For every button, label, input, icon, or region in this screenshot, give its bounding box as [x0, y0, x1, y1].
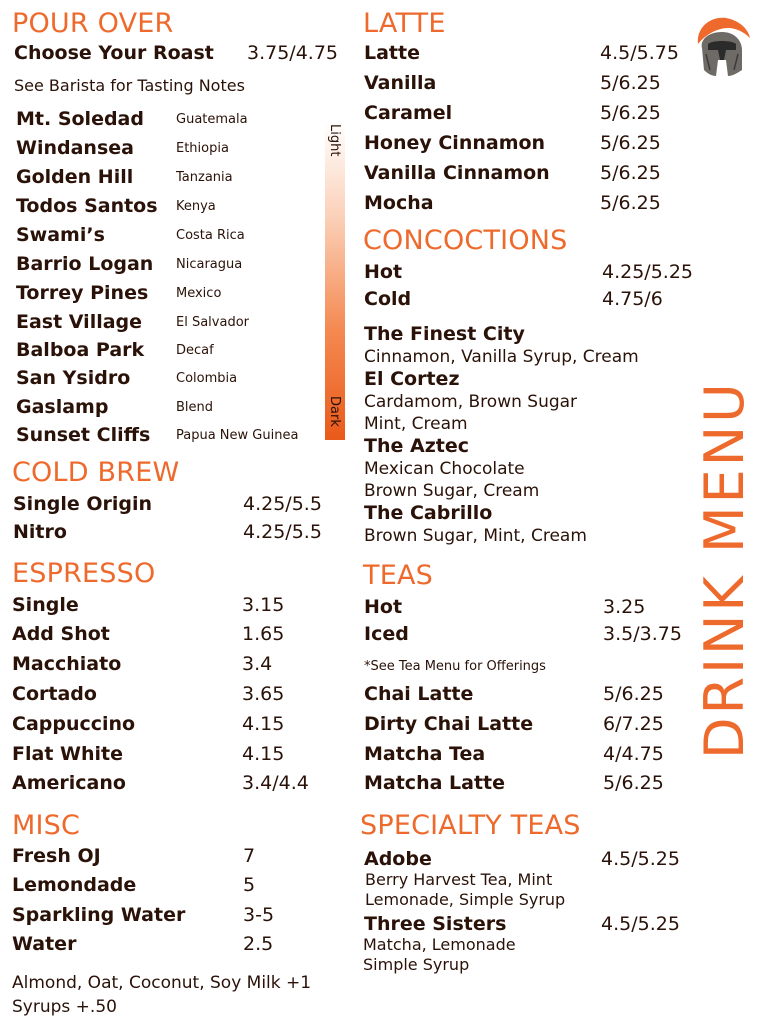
item-name: Cold: [364, 288, 412, 310]
roast-scale-bar: [325, 122, 345, 440]
menu-item: [12, 933, 342, 961]
pour-over-heading: POUR OVER: [12, 8, 174, 39]
item-price: 3.4: [242, 653, 273, 675]
spartan-helmet-icon: [692, 14, 752, 80]
menu-item: [12, 874, 342, 902]
item-name: Cortado: [12, 683, 97, 705]
item-price: 4.15: [242, 713, 285, 735]
scale-light-label: Light: [327, 124, 342, 157]
menu-item: [364, 743, 694, 771]
item-price: 5: [243, 874, 256, 896]
item-price: 5/6.25: [600, 72, 661, 94]
item-price: 3.25: [603, 596, 646, 618]
special-name: El Cortez: [364, 368, 460, 390]
item-name: Macchiato: [12, 653, 122, 675]
roast-origin: Costa Rica: [176, 228, 245, 243]
menu-item: [364, 683, 694, 711]
item-name: Iced: [364, 623, 409, 645]
roast-name: San Ysidro: [16, 367, 131, 389]
item-name: Hot: [364, 596, 403, 618]
item-name: Americano: [12, 772, 126, 794]
item-name: Caramel: [364, 102, 453, 124]
item-name: Vanilla Cinnamon: [364, 162, 550, 184]
menu-item: [364, 288, 694, 316]
roast-name: Golden Hill: [16, 166, 134, 188]
choose-roast-label: Choose Your Roast: [14, 42, 214, 64]
menu-item: [364, 713, 694, 741]
special-desc: Mint, Cream: [364, 414, 468, 434]
roast-origin: Tanzania: [176, 170, 233, 185]
item-price: 5/6.25: [600, 192, 661, 214]
item-name: Single: [12, 594, 79, 616]
menu-item: [364, 772, 694, 800]
special-name: The Aztec: [364, 435, 469, 457]
scale-dark-label: Dark: [327, 396, 342, 427]
drink-menu-title: DRINK MENU: [693, 380, 756, 760]
roast-name: Barrio Logan: [16, 253, 154, 275]
item-name: Nitro: [13, 521, 67, 543]
menu-item: [13, 493, 343, 521]
roast-origin: Decaf: [176, 343, 214, 358]
item-name: Lemondade: [12, 874, 137, 896]
special-desc: Brown Sugar, Mint, Cream: [364, 526, 587, 546]
item-price: 5/6.25: [600, 132, 661, 154]
item-price: 4.5/5.25: [601, 913, 680, 935]
roast-name: East Village: [16, 311, 143, 333]
roast-name: Sunset Cliffs: [16, 424, 151, 446]
item-price: 4/4.75: [603, 743, 664, 765]
menu-item: [12, 653, 342, 681]
item-price: 1.65: [242, 623, 285, 645]
item-price: 4.15: [242, 743, 285, 765]
item-price: 5/6.25: [603, 772, 664, 794]
item-price: 4.25/5.5: [243, 493, 322, 515]
menu-item: [12, 623, 342, 651]
misc-heading: MISC: [12, 810, 81, 841]
item-name: Matcha Latte: [364, 772, 506, 794]
item-price: 7: [243, 845, 256, 867]
specialty-desc: Matcha, Lemonade: [363, 935, 516, 954]
menu-item: [364, 261, 694, 289]
syrup-addon-note: Syrups +.50: [12, 997, 117, 1017]
menu-item: [364, 596, 694, 624]
item-price: 4.25/5.25: [602, 261, 694, 283]
item-name: Honey Cinnamon: [364, 132, 546, 154]
menu-item: [12, 904, 342, 932]
tasting-notes-note: See Barista for Tasting Notes: [14, 76, 245, 95]
menu-item: [364, 72, 694, 100]
menu-item: [12, 683, 342, 711]
roast-origin: Papua New Guinea: [176, 428, 299, 443]
choose-roast-price: 3.75/4.75: [247, 42, 339, 64]
menu-item: [364, 623, 694, 651]
roast-origin: Nicaragua: [176, 257, 243, 272]
item-price: 3-5: [243, 904, 275, 926]
item-name: Fresh OJ: [12, 845, 101, 867]
menu-item: [364, 162, 694, 190]
roast-origin: Kenya: [176, 199, 216, 214]
item-name: Sparkling Water: [12, 904, 186, 926]
special-desc: Cardamom, Brown Sugar: [364, 392, 578, 412]
item-name: Latte: [364, 42, 420, 64]
milk-addon-note: Almond, Oat, Coconut, Soy Milk +1: [12, 973, 312, 993]
roast-origin: Ethiopia: [176, 141, 229, 156]
roast-name: Mt. Soledad: [16, 108, 144, 130]
item-price: 4.25/5.5: [243, 521, 322, 543]
item-price: 3.65: [242, 683, 285, 705]
item-name: Vanilla: [364, 72, 437, 94]
roast-name: Swami’s: [16, 224, 105, 246]
special-desc: Mexican Chocolate: [364, 459, 525, 479]
concoctions-heading: CONCOCTIONS: [363, 225, 568, 256]
latte-heading: LATTE: [363, 8, 446, 39]
roast-origin: El Salvador: [176, 315, 249, 330]
menu-item: [13, 521, 343, 549]
menu-item: [12, 845, 342, 873]
roast-name: Todos Santos: [16, 195, 158, 217]
roast-name: Gaslamp: [16, 396, 109, 418]
special-desc: Cinnamon, Vanilla Syrup, Cream: [364, 347, 639, 367]
specialty-desc: Berry Harvest Tea, Mint: [365, 870, 553, 889]
cold-brew-heading: COLD BREW: [12, 457, 180, 488]
item-price: 6/7.25: [603, 713, 664, 735]
item-price: 4.75/6: [602, 288, 663, 310]
specialty-teas-heading: SPECIALTY TEAS: [360, 810, 581, 841]
item-name: Chai Latte: [364, 683, 474, 705]
special-name: The Cabrillo: [364, 502, 493, 524]
menu-item: [364, 42, 694, 70]
roast-name: Torrey Pines: [16, 282, 149, 304]
menu-item: [12, 713, 342, 741]
item-price: 5/6.25: [600, 162, 661, 184]
special-desc: Brown Sugar, Cream: [364, 481, 540, 501]
menu-item: [364, 102, 694, 130]
item-name: Adobe: [364, 848, 432, 870]
roast-origin: Blend: [176, 400, 214, 415]
item-name: Three Sisters: [364, 913, 507, 935]
choose-roast-row: [14, 42, 354, 70]
item-price: 5/6.25: [600, 102, 661, 124]
roast-origin: Guatemala: [176, 112, 248, 127]
item-name: Cappuccino: [12, 713, 136, 735]
item-price: 4.5/5.25: [601, 848, 680, 870]
menu-item: [364, 192, 694, 220]
item-price: 3.5/3.75: [603, 623, 682, 645]
item-name: Hot: [364, 261, 403, 283]
roast-name: Balboa Park: [16, 339, 145, 361]
menu-item: [12, 772, 342, 800]
espresso-heading: ESPRESSO: [12, 558, 156, 589]
item-price: 2.5: [243, 933, 274, 955]
item-name: Dirty Chai Latte: [364, 713, 534, 735]
item-price: 5/6.25: [603, 683, 664, 705]
item-name: Matcha Tea: [364, 743, 486, 765]
teas-heading: TEAS: [363, 560, 433, 591]
special-name: The Finest City: [364, 323, 525, 345]
specialty-desc: Lemonade, Simple Syrup: [365, 890, 566, 909]
item-name: Mocha: [364, 192, 434, 214]
item-name: Add Shot: [12, 623, 110, 645]
item-price: 3.4/4.4: [242, 772, 309, 794]
specialty-desc: Simple Syrup: [363, 955, 470, 974]
roast-origin: Mexico: [176, 286, 222, 301]
menu-item: [364, 132, 694, 160]
menu-item: [12, 743, 342, 771]
roast-origin: Colombia: [176, 371, 238, 386]
item-name: Water: [12, 933, 77, 955]
item-price: 4.5/5.75: [600, 42, 679, 64]
item-name: Single Origin: [13, 493, 153, 515]
item-price: 3.15: [242, 594, 285, 616]
item-name: Flat White: [12, 743, 123, 765]
menu-item: [12, 594, 342, 622]
tea-menu-note: *See Tea Menu for Offerings: [364, 659, 546, 674]
roast-name: Windansea: [16, 137, 134, 159]
